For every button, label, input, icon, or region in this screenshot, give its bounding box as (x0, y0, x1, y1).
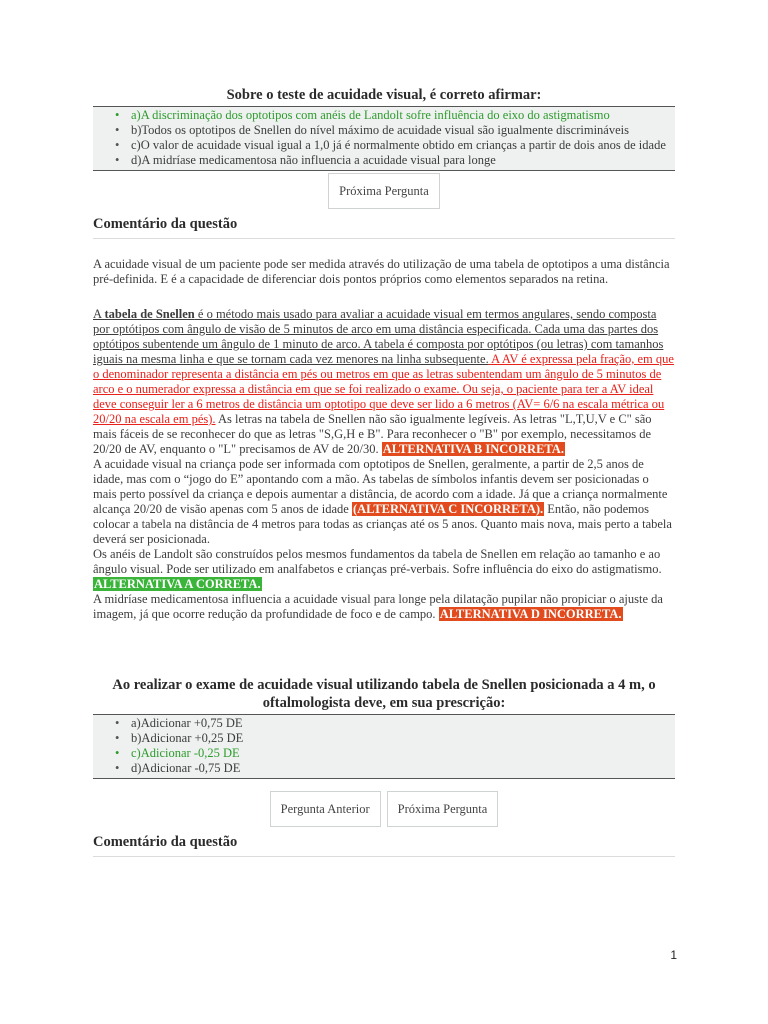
alternative-d-tag: ALTERNATIVA D INCORRETA. (439, 607, 622, 621)
option-b[interactable]: • b)Todos os optotipos de Snellen do nível máximo de acuidade visual são igualmente discrimináveis (131, 123, 675, 138)
alternative-c-tag: (ALTERNATIVA C INCORRETA). (352, 502, 544, 516)
option-a[interactable]: • a)Adicionar +0,75 DE (131, 716, 675, 731)
p2-bold-term: tabela de Snellen (104, 307, 195, 321)
question-2-nav (93, 791, 675, 827)
next-question-button[interactable]: Próxima Pergunta (387, 791, 499, 827)
next-question-button[interactable]: Próxima Pergunta (328, 173, 440, 209)
comment-title: Comentário da questão (93, 216, 238, 232)
previous-question-button[interactable]: Pergunta Anterior (270, 791, 381, 827)
option-b[interactable]: • b)Adicionar +0,25 DE (131, 731, 675, 746)
alternative-b-tag: ALTERNATIVA B INCORRETA. (382, 442, 564, 456)
p5-body: A midríase medicamentosa influencia a acuidade visual para longe pela dilatação pupilar não propiciar o ajuste da imagem, já que ocorre redução da profundidade de foco e de campo. (93, 592, 663, 621)
comment-header-2 (93, 833, 675, 857)
question-1-options (93, 107, 675, 170)
option-c[interactable]: • c)O valor de acuidade visual igual a 1,0 já é normalmente obtido em crianças a partir de dois anos de idade (131, 138, 675, 153)
comment-paragraph-2 (93, 307, 675, 622)
p3-tail: Então, não podemos colocar a tabela na distância de 4 metros para todas as crianças até os 5 anos. Quanto mais nova, mais perto a tabela deverá ser posicionada. (93, 502, 672, 546)
p2-body: é o método mais usado para avaliar a acuidade visual em termos angulares, sendo composta por optótipos com ângulo de visão de 5 minutos de arco em uma distância especificada. Cada uma das partes dos optótipos subentende um ângulo de 1 minuto de arco. A tabela é composta por optótipos (ou letras) com tamanhos iguais na mesma linha e que se tornam cada vez menores na linha subsequente. (93, 307, 664, 366)
option-c[interactable]: • c)Adicionar -0,25 DE (131, 746, 675, 761)
question-2-title: Ao realizar o exame de acuidade visual utilizando tabela de Snellen posicionada a 4 m, o oftalmologista deve, em sua prescrição: (112, 677, 656, 711)
p4-body: Os anéis de Landolt são construídos pelos mesmos fundamentos da tabela de Snellen em relação ao tamanho e ao ângulo visual. Pode ser utilizado em analfabetos e crianças pré-verbais. Sofre influência do eixo do astigmatismo. (93, 547, 662, 576)
p2-tail: As letras na tabela de Snellen não são igualmente legíveis. As letras "L,T,U,V e C" são mais fáceis de se reconhecer do que as letras "S,G,H e B". Para reconhecer o "B" por exemplo, necessitamos de 20/20 de AV, enquanto o "L" precisamos de AV de 20/30. (93, 412, 652, 456)
comment-paragraph-1: A acuidade visual de um paciente pode ser medida através do utilização de uma tabela de optotipos a uma distância pré-definida. E é a capacidade de diferenciar dois pontos próprios como elementos separados na retina. (93, 257, 670, 286)
comment-header (93, 215, 675, 239)
option-d[interactable]: • d)A midríase medicamentosa não influencia a acuidade visual para longe (131, 153, 675, 168)
page-number: 1 (670, 948, 677, 962)
option-a[interactable]: • a)A discriminação dos optotipos com anéis de Landolt sofre influência do eixo do astigmatismo (131, 108, 675, 123)
option-d[interactable]: • d)Adicionar -0,75 DE (131, 761, 675, 776)
p2-intro: A (93, 307, 105, 321)
question-2-options-box (93, 714, 675, 779)
comment-title-2: Comentário da questão (93, 834, 238, 850)
question-1-options-box (93, 106, 675, 171)
question-2-options (93, 715, 675, 778)
question-1-nav (93, 173, 675, 209)
question-1-title: Sobre o teste de acuidade visual, é correto afirmar: (226, 87, 542, 103)
p2-highlight: A AV é expressa pela fração, em que o denominador representa a distância em pés ou metros em que as letras subentendam um ângulo de 5 minutos de arco e o numerador expressa a distância em que se foi realizado o exame. Ou seja, o paciente para ter a AV ideal deve conseguir ler a 6 metros de distância um optotipo que deve ser lido a 6 metros (AV= 6/6 na escala métrica ou 20/20 na escala em pés). (93, 352, 674, 426)
alternative-a-tag: ALTERNATIVA A CORRETA. (94, 577, 261, 591)
document-page (93, 86, 675, 857)
p3-body: A acuidade visual na criança pode ser informada com optotipos de Snellen, geralmente, a partir de 2,5 anos de idade, mas com o “jogo do E” apontando com a mão. As tabelas de símbolos infantis devem ser posicionadas o mais perto possível da criança e depois aumentar a distância, de acordo com a idade. Já que a criança normalmente alcança 20/20 de visão apenas com 5 anos de idade (93, 457, 668, 516)
